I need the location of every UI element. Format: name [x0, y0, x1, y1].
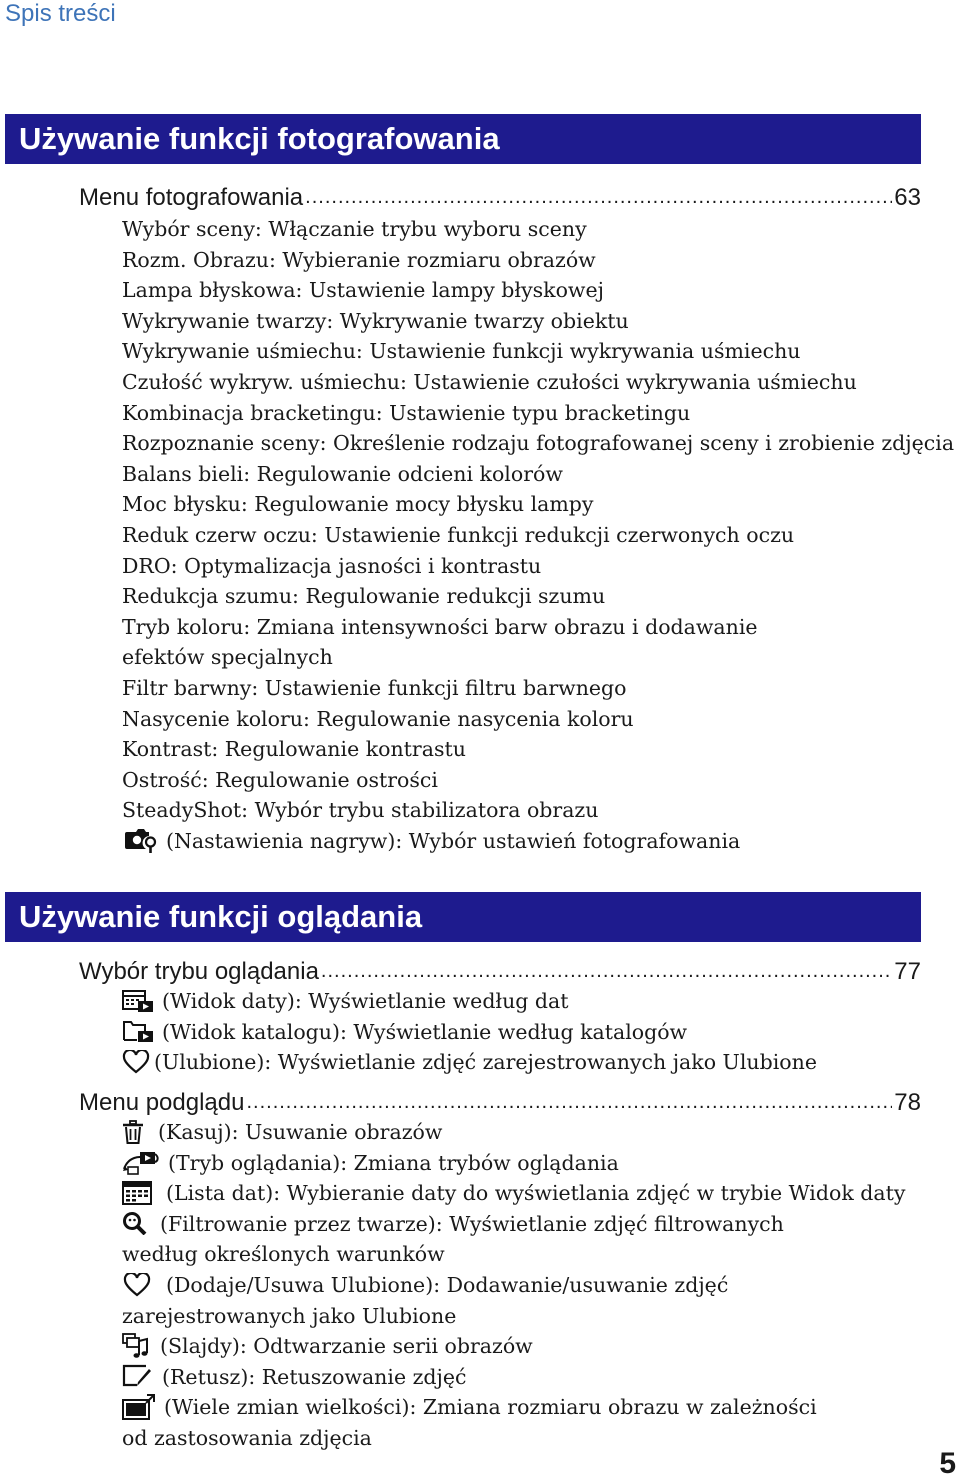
heart-icon	[122, 1050, 150, 1074]
menu-item: Wybór sceny: Włączanie trybu wyboru sceny	[122, 217, 587, 241]
menu-item	[122, 826, 922, 857]
menu-item-text: (Slajdy): Odtwarzanie serii obrazów	[160, 1334, 533, 1359]
folder-view-icon	[122, 1019, 154, 1043]
menu-item	[122, 1047, 922, 1078]
menu-item: SteadyShot: Wybór trybu stabilizatora obrazu	[122, 798, 599, 823]
menu-item: Lampa błyskowa: Ustawienie lampy błyskowej	[122, 278, 604, 303]
toc-entry-page: 78	[894, 1089, 921, 1116]
menu-item	[122, 1362, 922, 1393]
toc-entry-label: Menu fotografowania	[79, 184, 304, 211]
menu-item-text: (Widok daty): Wyświetlanie według dat	[162, 989, 569, 1013]
toc-entry-playback-menu[interactable]	[79, 1085, 921, 1117]
menu-item-text: (Lista dat): Wybieranie daty do wyświetlania zdjęć w trybie Widok daty	[166, 1181, 906, 1206]
menu-item	[122, 1148, 922, 1179]
heart-icon	[122, 1273, 152, 1297]
menu-item: DRO: Optymalizacja jasności i kontrastu	[122, 553, 542, 578]
menu-item-text: (Ulubione): Wyświetlanie zdjęć zarejestrowanych jako Ulubione	[154, 1050, 817, 1075]
menu-item	[122, 986, 922, 1017]
menu-item: Ostrość: Regulowanie ostrości	[122, 767, 438, 792]
menu-item: Redukcja szumu: Regulowanie redukcji szumu	[122, 584, 606, 609]
menu-item	[122, 1117, 922, 1148]
slideshow-icon	[122, 1333, 150, 1359]
section-header-playback: Używanie funkcji oglądania	[5, 892, 921, 942]
menu-item-text: (Nastawienia nagryw): Wybór ustawień fotografowania	[166, 829, 741, 853]
menu-item: Balans bieli: Regulowanie odcieni kolorów	[122, 461, 563, 486]
menu-item	[122, 1017, 922, 1048]
menu-item	[122, 1209, 842, 1270]
dot-leader	[246, 1092, 892, 1112]
toc-entry-view-mode[interactable]	[79, 954, 921, 986]
toc-entry-label: Wybór trybu oglądania	[79, 958, 319, 985]
trash-icon	[122, 1120, 144, 1144]
dot-leader	[321, 961, 892, 981]
menu-item-text: (Widok katalogu): Wyświetlanie według katalogów	[162, 1019, 688, 1044]
camera-settings-icon	[122, 828, 158, 854]
retouch-icon	[122, 1364, 154, 1388]
menu-item-text: (Kasuj): Usuwanie obrazów	[158, 1120, 443, 1144]
menu-item-text: (Wiele zmian wielkości): Zmiana rozmiaru obrazu w zależności od zastosowania zdjęcia	[122, 1395, 817, 1450]
menu-item: Wykrywanie twarzy: Wykrywanie twarzy obiektu	[122, 308, 629, 333]
view-mode-icon	[122, 1149, 160, 1175]
menu-item: Moc błysku: Regulowanie mocy błysku lampy	[122, 492, 594, 517]
multi-resize-icon	[122, 1394, 156, 1420]
menu-item: Kontrast: Regulowanie kontrastu	[122, 737, 466, 762]
menu-item: Nasycenie koloru: Regulowanie nasycenia koloru	[122, 706, 634, 731]
menu-item-text: (Tryb oglądania): Zmiana trybów oglądania	[168, 1150, 619, 1175]
dot-leader	[305, 187, 892, 207]
toc-entry-page: 77	[894, 958, 921, 985]
toc-entry-label: Menu podglądu	[79, 1089, 245, 1116]
menu-item-text: (Retusz): Retuszowanie zdjęć	[162, 1364, 467, 1389]
menu-item	[122, 1331, 922, 1362]
date-view-icon	[122, 989, 154, 1013]
menu-item: Kombinacja bracketingu: Ustawienie typu bracketingu	[122, 400, 691, 425]
menu-item: Reduk czerw oczu: Ustawienie funkcji redukcji czerwonych oczu	[122, 523, 795, 547]
face-filter-icon	[122, 1211, 148, 1235]
menu-item: Rozpoznanie sceny: Określenie rodzaju fotografowanej sceny i zrobienie zdjęcia	[122, 431, 955, 456]
toc-entry-menu-shooting[interactable]	[79, 180, 921, 212]
page-number: 5	[939, 1447, 956, 1480]
menu-item: Filtr barwny: Ustawienie funkcji filtru barwnego	[122, 676, 627, 700]
menu-item	[122, 1178, 922, 1209]
calendar-icon	[122, 1181, 152, 1205]
menu-item: Czułość wykryw. uśmiechu: Ustawienie czułości wykrywania uśmiechu	[122, 370, 857, 394]
menu-item: Tryb koloru: Zmiana intensywności barw obrazu i dodawanie efektów specjalnych	[122, 614, 758, 670]
menu-item-text: (Filtrowanie przez twarze): Wyświetlanie zdjęć filtrowanych według określonych warunków	[122, 1211, 784, 1267]
menu-item	[122, 1270, 912, 1331]
toc-entry-page: 63	[894, 184, 921, 211]
menu-item: Wykrywanie uśmiechu: Ustawienie funkcji wykrywania uśmiechu	[122, 339, 801, 364]
toc-link[interactable]: Spis treści	[5, 0, 116, 27]
menu-item	[122, 1392, 842, 1453]
section-header-shooting: Używanie funkcji fotografowania	[5, 114, 921, 164]
menu-item: Rozm. Obrazu: Wybieranie rozmiaru obrazów	[122, 247, 596, 272]
menu-item-text: (Dodaje/Usuwa Ulubione): Dodawanie/usuwanie zdjęć zarejestrowanych jako Ulubione	[122, 1273, 729, 1328]
